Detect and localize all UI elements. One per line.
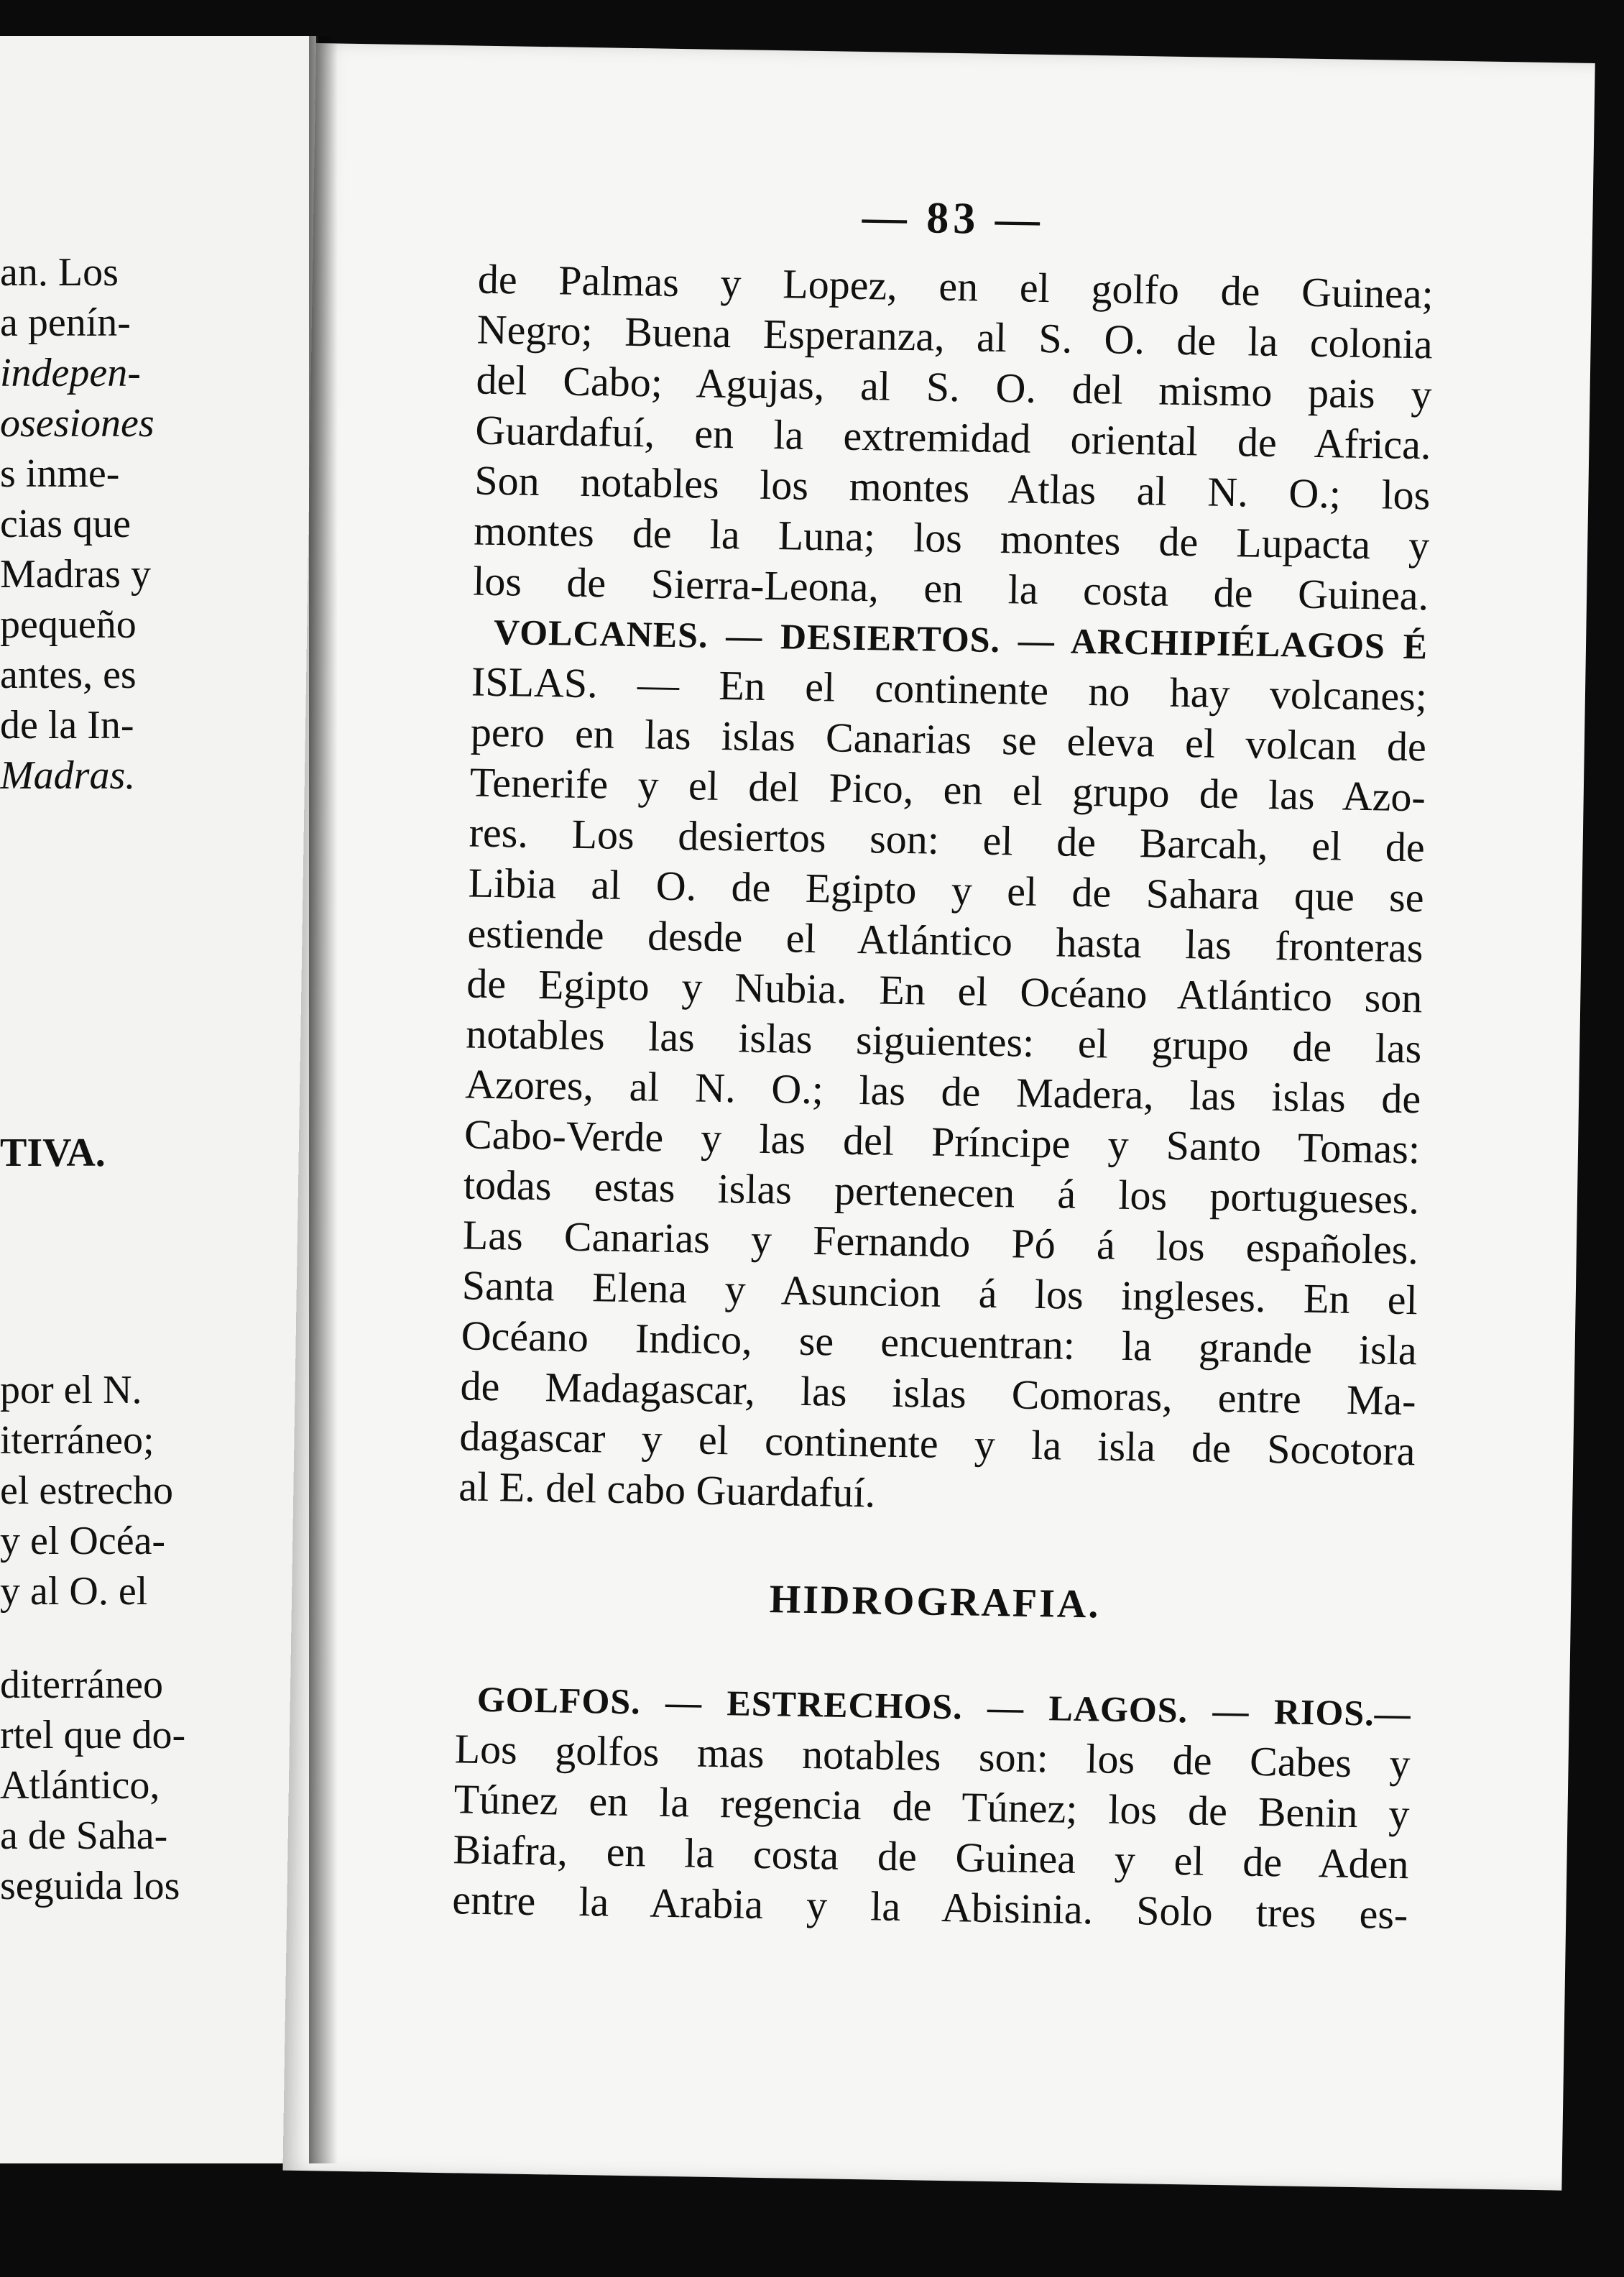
text-line: Túnez en la regencia de Túnez; los de Benin y (453, 1775, 1411, 1838)
current-page (283, 43, 1595, 2191)
text-line: Libia al O. de Egipto y el de Sahara que se (468, 859, 1425, 921)
left-line: Madras y (0, 552, 151, 597)
text-line: Tenerife y el del Pico, en el grupo de las Azo- (469, 758, 1426, 821)
book-gutter (309, 36, 338, 2163)
text-line: entre la Arabia y la Abisinia. Solo tres es- (451, 1876, 1408, 1938)
text-line: ISLAS. — En el continente no hay volcanes; (471, 658, 1428, 720)
page-number: — 83 — (862, 192, 1045, 244)
left-line: antes, es (0, 653, 137, 697)
left-line: seguida los (0, 1864, 180, 1908)
left-line: indepen- (0, 351, 141, 395)
text-line: dagascar y el continente y la isla de Socotora (459, 1412, 1416, 1475)
left-line: s inme- (0, 451, 120, 496)
text-line: del Cabo; Agujas, al S. O. del mismo pais y (476, 356, 1433, 418)
left-line: a de Saha- (0, 1813, 168, 1858)
text-line: todas estas islas pertenecen á los portugueses. (463, 1161, 1420, 1223)
text-line: de Egipto y Nubia. En el Océano Atlántico son (466, 960, 1423, 1022)
left-line: y el Océa- (0, 1519, 166, 1563)
text-line: al E. del cabo Guardafuí. (458, 1463, 876, 1517)
left-line: diterráneo (0, 1662, 163, 1707)
left-line: de la In- (0, 703, 134, 748)
text-line: de Madagascar, las islas Comoras, entre Ma- (460, 1362, 1417, 1425)
left-line: Atlántico, (0, 1763, 160, 1808)
left-line: cias que (0, 502, 131, 546)
text-line: los de Sierra-Leona, en la costa de Guinea. (472, 557, 1429, 620)
text-line: Los golfos mas notables son: los de Cabes y (454, 1725, 1411, 1788)
text-line: Cabo-Verde y las del Príncipe y Santo Tomas: (463, 1110, 1421, 1173)
left-line: el estrecho (0, 1468, 173, 1513)
text-line: Negro; Buena Esperanza, al S. O. de la colonia (476, 305, 1434, 368)
left-line: rtel que do- (0, 1713, 186, 1757)
text-line: de Palmas y Lopez, en el golfo de Guinea; (477, 255, 1434, 318)
text-line: Océano Indico, se encuentran: la grande isla (461, 1312, 1418, 1374)
text-line: Santa Elena y Asuncion á los ingleses. En el (461, 1261, 1418, 1324)
left-line: pequeño (0, 602, 137, 647)
text-line: Guardafuí, en la extremidad oriental de Africa. (475, 406, 1431, 469)
text-line: estiende desde el Atlántico hasta las fronteras (467, 909, 1424, 972)
left-section-heading: TIVA. (0, 1131, 106, 1175)
left-line: a penín- (0, 300, 131, 345)
left-line: y al O. el (0, 1569, 148, 1614)
left-line: Madras. (0, 753, 136, 798)
text-line: res. Los desiertos son: el de Barcah, el de (469, 809, 1426, 871)
text-line: Biafra, en la costa de Guinea y el de Aden (453, 1826, 1409, 1888)
text-line: Son notables los montes Atlas al N. O.; los (474, 456, 1431, 519)
text-line: pero en las islas Canarias se eleva el volcan de (470, 708, 1427, 770)
text-line: Las Canarias y Fernando Pó á los españoles. (462, 1211, 1419, 1274)
text-line: notables las islas siguientes: el grupo de las (465, 1010, 1422, 1072)
section-subheading: VOLCANES. — DESIERTOS. — ARCHIPIÉLAGOS É (493, 611, 1429, 667)
text-line: Azores, al N. O.; las de Madera, las islas de (464, 1060, 1421, 1123)
left-line: iterráneo; (0, 1418, 154, 1463)
section-heading: HIDROGRAFIA. (769, 1577, 1101, 1627)
section-subheading: GOLFOS. — ESTRECHOS. — LAGOS. — RIOS.— (476, 1678, 1412, 1734)
text-line: montes de la Luna; los montes de Lupacta y (473, 507, 1430, 569)
left-line: osesiones (0, 401, 154, 446)
left-line: an. Los (0, 250, 119, 295)
previous-page (0, 36, 318, 2163)
left-line: por el N. (0, 1368, 142, 1412)
